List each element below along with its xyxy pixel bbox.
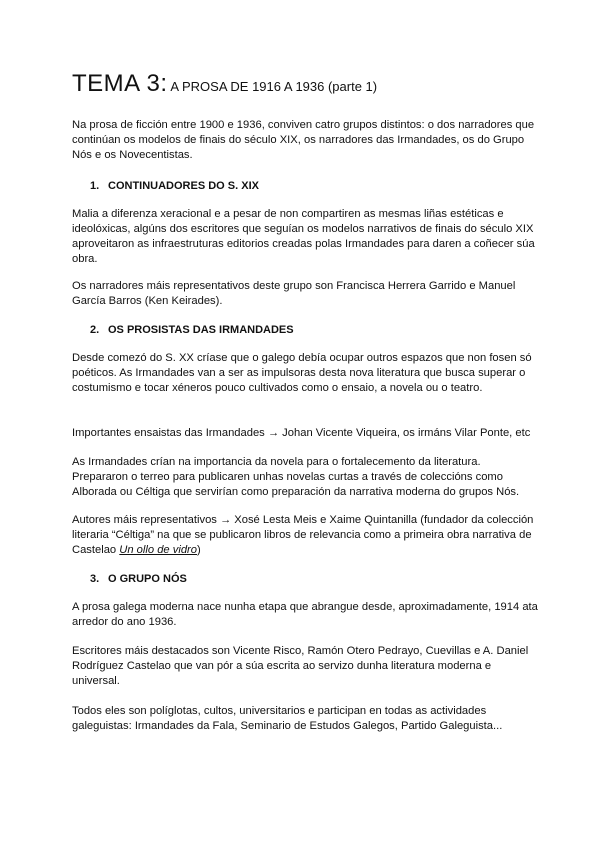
section-title: OS PROSISTAS DAS IRMANDADES (108, 324, 294, 336)
paragraph-text-end: ) (197, 544, 201, 556)
title-main: TEMA 3: (72, 70, 168, 97)
title-sub: A PROSA DE 1916 A 1936 (parte 1) (167, 79, 378, 94)
section1-paragraph-2: Os narradores máis representativos deste grupo son Francisca Herrera Garrido e Manuel García Barros (Ken Keirades). (72, 280, 516, 307)
paragraph-text: Autores máis representativos → Xosé Lesta Meis e Xaime Quintanilla (fundador da colección literaria “Céltiga” na que se publicaron libros de relevancia como a primeira obra narrativa de Castelao (72, 514, 534, 556)
section-number: 3. (90, 573, 100, 585)
section-title: O GRUPO NÓS (108, 573, 187, 585)
section-title: CONTINUADORES DO S. XIX (108, 180, 259, 192)
document-title (72, 70, 377, 98)
section2-paragraph-1: Desde comezó do S. XX críase que o galego debía ocupar outros espazos que non fosen só poéticos. As Irmandades van a ser as impulsoras desta nova literatura que busca superar o costumismo e tocar xéneros pouco cultivados como o ensaio, a novela ou o teatro. (72, 352, 532, 394)
intro-paragraph: Na prosa de ficción entre 1900 e 1936, conviven catro grupos distintos: o dos narradores que continúan os modelos de finais do século XIX, os narradores das Irmandades, os do Grupo Nós e os Novecentistas. (72, 119, 535, 161)
section2-paragraph-4 (72, 513, 538, 558)
section-number: 1. (90, 180, 100, 192)
section-heading-2 (90, 324, 294, 336)
section-heading-1 (90, 180, 259, 192)
section1-paragraph-1: Malia a diferenza xeracional e a pesar de non compartiren as mesmas liñas estéticas e ideolóxicas, algúns dos escritores que seguían os modelos narrativos de finais do século XIX aproveitaron as infraestruturas editorios creadas polas Irmandades para daren a coñecer súa obra. (72, 208, 535, 265)
section3-paragraph-1: A prosa galega moderna nace nunha etapa que abrangue desde, aproximadamente, 1914 ata arredor do ano 1936. (72, 601, 538, 628)
section2-paragraph-2: Importantes ensaistas das Irmandades → Johan Vicente Viqueira, os irmáns Vilar Ponte, etc (72, 427, 531, 439)
section2-paragraph-3: As Irmandades crían na importancia da novela para o fortalecemento da literatura. Prepararon o terreo para publicaren unhas novelas curtas a través de coleccións como Alborada ou Céltiga que servirían como preparación da narrativa moderna do grupos Nós. (72, 456, 520, 498)
book-title-link: Un ollo de vidro (119, 544, 197, 556)
section3-paragraph-3: Todos eles son políglotas, cultos, universitarios e participan en todas as actividades galeguistas: Irmandades da Fala, Seminario de Estudos Galegos, Partido Galeguista... (72, 705, 503, 732)
section-number: 2. (90, 324, 100, 336)
section3-paragraph-2: Escritores máis destacados son Vicente Risco, Ramón Otero Pedrayo, Cuevillas e A. Daniel Rodríguez Castelao que van pór a súa escrita ao servizo dunha literatura moderna e universal. (72, 645, 529, 687)
section-heading-3 (90, 573, 187, 585)
